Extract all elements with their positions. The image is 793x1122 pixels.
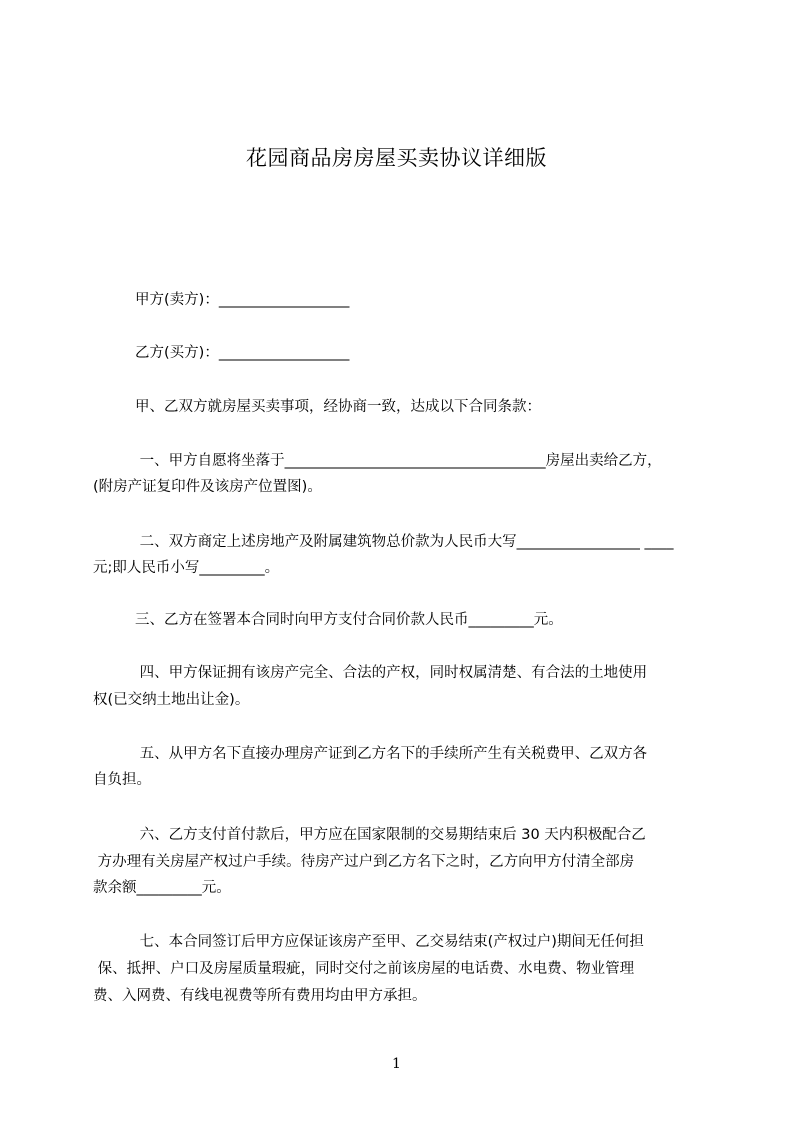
page-number: 1	[392, 1056, 401, 1072]
clause-2-line-1: 二、双方商定上述房地产及附属建筑物总价款为人民币大写_________________ ____	[135, 534, 674, 550]
clause-3-line-1: 三、乙方在签署本合同时向甲方支付合同价款人民币_________元。	[135, 612, 563, 628]
party-a-line: 甲方(卖方)：__________________	[135, 292, 350, 308]
clause-7-line-2: 保、抵押、户口及房屋质量瑕疵，同时交付之前该房屋的电话费、水电费、物业管理	[93, 961, 635, 977]
clause-6-line-1: 六、乙方支付首付款后，甲方应在国家限制的交易期结束后 30 天内积极配合乙	[135, 827, 646, 843]
clause-5-line-1: 五、从甲方名下直接办理房产证到乙方名下的手续所产生有关税费甲、乙双方各	[135, 746, 648, 762]
intro-paragraph: 甲、乙双方就房屋买卖事项，经协商一致，达成以下合同条款：	[135, 399, 541, 415]
clause-1-line-2: (附房产证复印件及该房产位置图)。	[93, 479, 322, 495]
party-b-line: 乙方(买方)：__________________	[135, 345, 350, 361]
clause-6-line-2: 方办理有关房屋产权过户手续。待房产过户到乙方名下之时，乙方向甲方付清全部房	[93, 854, 635, 870]
clause-7-line-1: 七、本合同签订后甲方应保证该房产至甲、乙交易结束(产权过户)期间无任何担	[135, 934, 644, 950]
clause-4-line-2: 权(已交纳土地出让金)。	[93, 692, 250, 708]
clause-2-line-2: 元;即人民币小写_________。	[93, 560, 280, 576]
clause-5-line-2: 自负担。	[93, 772, 151, 788]
clause-6-line-3: 款余额_________元。	[93, 880, 231, 896]
clause-7-line-3: 费、入网费、有线电视费等所有费用均由甲方承担。	[93, 988, 427, 1004]
clause-1-line-1: 一、甲方自愿将坐落于____________________________________房屋出卖给乙方，	[135, 453, 662, 469]
clause-4-line-1: 四、甲方保证拥有该房产完全、合法的产权，同时权属清楚、有合法的土地使用	[135, 665, 648, 681]
document-title: 花园商品房房屋买卖协议详细版	[246, 146, 547, 170]
